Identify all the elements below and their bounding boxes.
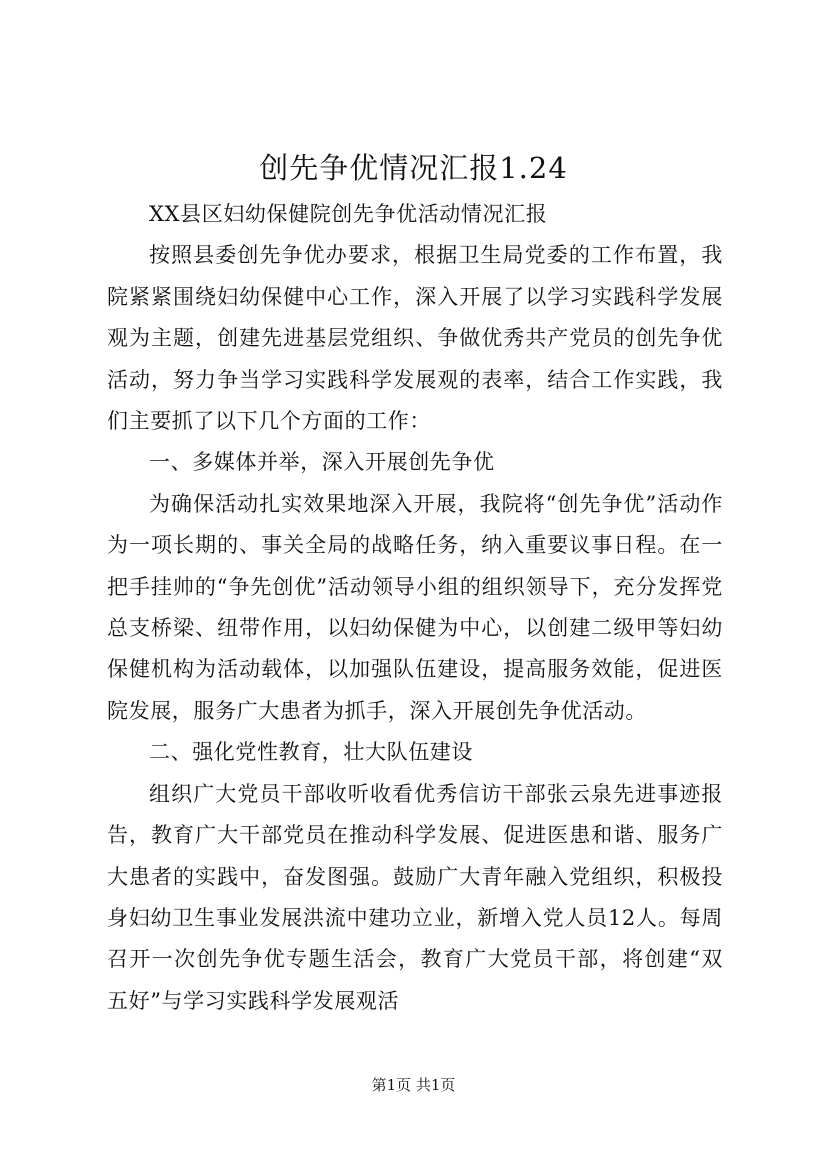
document-title: 创先争优情况汇报1.24 [259, 151, 568, 185]
intro-paragraph: 按照县委创先争优办要求，根据卫生局党委的工作布置，我院紧紧围绕妇幼保健中心工作，深入开展了以学习实践科学发展观为主题，创建先进基层党组织、争做优秀共产党员的创先争优活动，努力争当学习实践科学发展观的表率，结合工作实践，我们主要抓了以下几个方面的工作： [107, 243, 723, 434]
section-heading-1: 一、多媒体并举，深入开展创先争优 [149, 450, 495, 475]
section-heading-2: 二、强化党性教育，壮大队伍建设 [149, 740, 473, 765]
page-footer: 第1页 共1页 [371, 1076, 456, 1094]
document-body [107, 194, 723, 1022]
subtitle-paragraph: XX县区妇幼保健院创先争优活动情况汇报 [149, 202, 548, 226]
section-2-paragraph: 组织广大党员干部收听收看优秀信访干部张云泉先进事迹报告，教育广大干部党员在推动科学发展、促进医患和谐、服务广大患者的实践中，奋发图强。鼓励广大青年融入党组织，积极投身妇幼卫生事业发展洪流中建功立业，新增入党人员12人。每周召开一次创先争优专题生活会，教育广大党员干部，将创建“双五好”与学习实践科学发展观活 [107, 781, 723, 1013]
section-1-paragraph: 为确保活动扎实效果地深入开展，我院将“创先争优”活动作为一项长期的、事关全局的战略任务，纳入重要议事日程。在一把手挂帅的“争先创优”活动领导小组的组织领导下，充分发挥党总支桥梁、纽带作用，以妇幼保健为中心，以创建二级甲等妇幼保健机构为活动载体，以加强队伍建设，提高服务效能，促进医院发展，服务广大患者为抓手，深入开展创先争优活动。 [107, 491, 723, 723]
